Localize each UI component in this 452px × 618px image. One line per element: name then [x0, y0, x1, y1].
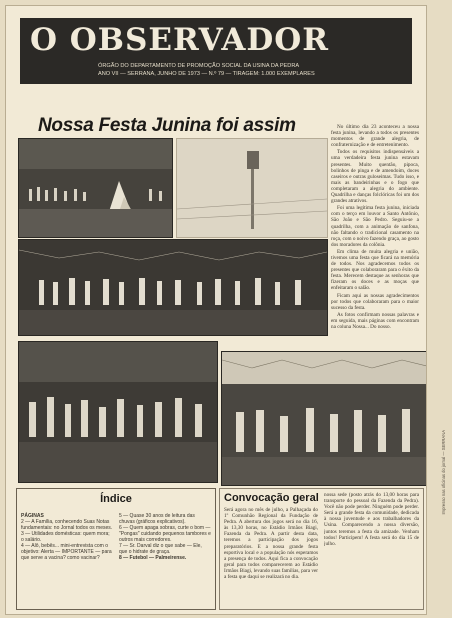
masthead-organ-line: ÓRGÃO DO DEPARTAMENTO DE PROMOÇÃO SOCIAL DA USINA DA PEDRA	[98, 63, 300, 69]
indice-entry: 7 — Sr. Darval diz o que sabe — Ele, que o hidrate de graça.	[119, 543, 202, 555]
article-text	[331, 124, 419, 344]
masthead-title: O OBSERVADOR	[30, 22, 330, 58]
indice-entry: 6 — Quem apaga sobras, curte o bom — "Pongas" cuidando pequenos tambores e outros mais corredores.	[119, 525, 211, 543]
photo-bonfire	[18, 138, 173, 238]
indice-title: Índice	[100, 493, 132, 505]
side-print-note: Impresso nas oficinas do jornal — SERRANA	[441, 430, 446, 515]
convocacao-right-text: nossa sede (posto atrás do 13,00 horas para transporte do pessoal da Fazenda da Pedra). Você não pode perder. Ninguém pode perder. Será a grande festa da comunidade, dedicada à nossa juventude e aos trabalhadores da Usina. Comparecendo a nossa diversão, juntos teremos a festa da amizade. Venham todos! Participem! A festa será do dia 15 de julho.	[324, 492, 419, 547]
photo-quadrilha	[18, 239, 328, 336]
indice-entry: 2 — A Família, conhecendo Suas Notas fundamentais: no Jornal todos os meses.	[21, 519, 113, 531]
indice-entry: 5 — Quase 30 anos de leitura das chuvas (gráficos explicativos).	[119, 513, 195, 525]
article-paragraph: Todos os requisitos indispensáveis a uma verdadeira festa junina estavam presentes. Muito quentão, pipoca, bolinhos de pinga e de amendoim, doces caseiros e outras guloseimas. Tudo isso, e mais as bandeirinhas e o fogo que completaram a alegria do ambiente. Quadrilha e danças folclóricas foi um dos grandes atrativos.	[331, 149, 419, 205]
indice-right-column	[119, 513, 211, 561]
indice-left-column	[21, 513, 113, 561]
article-paragraph: Ficam aqui as nossas agradecimentos por todos que colaboraram para o maior sucesso da festa.	[331, 292, 419, 311]
photo-lantern	[176, 138, 328, 238]
newspaper-page	[5, 5, 427, 615]
article-paragraph: Em clima de muita alegria e união, tivemos uma festa que ficará na memória de todos. Nos agradecemos todos os presentes que colaboraram para o êxito da festa. Merecem destaque as senhoras que fizeram os doces e as moças que enfeitaram o salão.	[331, 248, 419, 292]
photo-dancers	[18, 341, 218, 483]
article-paragraph: Foi uma legítima festa junina, iniciada com o terço em louvor a Santo Antônio, São João e São Pedro. Seguiu-se a quadrilha, com a animação de sanfona, não faltando o tradicional casamento na roça, com o noivo fazendo graça, ao gosto dos moradores da colônia.	[331, 205, 419, 248]
article-paragraph: As fotos confirmam nossas palavras e em seguida, mais páginas com encontram na coluna Nossa... Do nosso.	[331, 311, 419, 330]
convocacao-title: Convocação geral	[224, 492, 319, 504]
masthead-issue-line: ANO VII — SERRANA, JUNHO DE 1973 — N.º 79 — TIRAGEM: 1.000 EXEMPLARES	[98, 71, 315, 77]
headline: Nossa Festa Junina foi assim	[38, 115, 296, 136]
convocacao-left-text: Será agora no mês de julho, a Palhaçada do 1º Comunhão Regional da Fundação de Pedra. A abertura dos jogos será no dia 16, às 13,30 horas, no Estádio Irmãos Biagi, Fazenda da Pedra. A partir desta data, teremos a participação dos jogos preparatórios. E a nossa grande festa esportiva local e a população nós esperamos a presença de todos. Aqui fica a convocação geral para todos comparecerem ao Estádio Irmãos Biagi, levando suas famílias, para ver a festa que daqui se realizará no dia.	[224, 507, 318, 581]
article-paragraph: No último dia 23 aconteceu a nossa festa junina, levando a todos os presentes momentos de grande alegria, de confraternização e de entretenimento.	[331, 124, 419, 149]
indice-entry: 8 — Futebol — Palmeirense.	[119, 555, 187, 561]
indice-box	[16, 488, 216, 610]
indice-entry: 4 — Alô, bebês... mini-entrevista com o objetivo: Alerta — IMPORTANTE — para que serve a vacina? como vacinar?	[21, 543, 112, 561]
convocacao-box	[219, 488, 424, 610]
indice-entry: PÁGINAS	[21, 513, 44, 519]
masthead	[20, 18, 412, 84]
indice-entry: 3 — Utilidades domésticas: quem mora; o salário.	[21, 531, 110, 543]
photo-guests	[221, 351, 427, 486]
masthead-subtitle	[98, 62, 315, 78]
